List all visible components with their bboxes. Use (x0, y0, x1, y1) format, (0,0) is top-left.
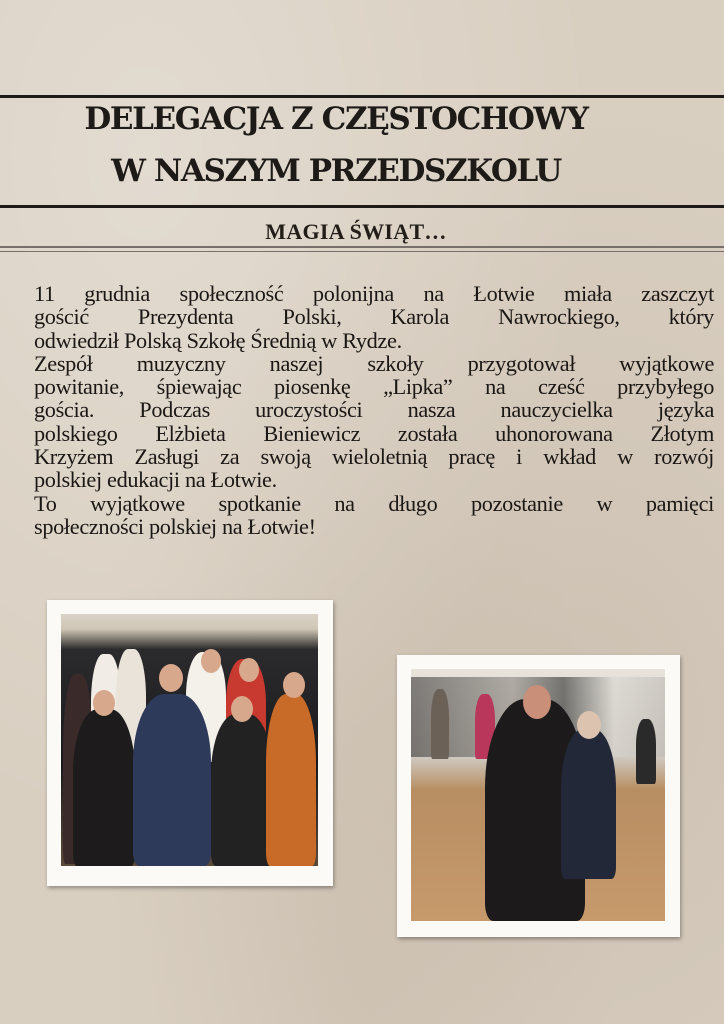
article-line: Zespół muzyczny naszej szkoły przygotował wyjątkowe (34, 350, 714, 376)
article-line: gościć Prezydenta Polski, Karola Nawrockiego, który (34, 304, 714, 330)
group-photo (61, 614, 318, 866)
photo-frame-group (47, 600, 333, 886)
page-title-line1: DELEGACJA Z CZĘSTOCHOWY (84, 101, 588, 137)
article-line: Krzyżem Zasługi za swoją wieloletnią pracę i wkład w rozwój (34, 444, 714, 470)
article-line: odwiedził Polską Szkołę Średnią w Rydze. (34, 327, 402, 353)
divider (0, 246, 724, 248)
article-line: polskiego Elżbieta Bieniewicz została uhonorowana Złotym (34, 420, 714, 446)
divider (0, 205, 724, 208)
article-line: gościa. Podczas uroczystości nasza nauczycielka języka (34, 397, 714, 423)
award-photo (411, 669, 665, 921)
divider (0, 251, 724, 252)
article-line: powitanie, śpiewając piosenkę „Lipka” na cześć przybyłego (34, 374, 714, 400)
article-body (34, 282, 714, 538)
article-line: społeczności polskiej na Łotwie! (34, 513, 316, 539)
article-line: To wyjątkowe spotkanie na długo pozostanie w pamięci (34, 490, 714, 516)
divider (0, 95, 724, 98)
article-line: polskiej edukacji na Łotwie. (34, 467, 277, 493)
photo-frame-award (397, 655, 680, 937)
article-line: 11 grudnia społeczność polonijna na Łotwie miała zaszczyt (34, 281, 714, 306)
subtitle: MAGIA ŚWIĄT… (265, 219, 447, 244)
page-title-line2: W NASZYM PRZEDSZKOLU (111, 153, 561, 189)
